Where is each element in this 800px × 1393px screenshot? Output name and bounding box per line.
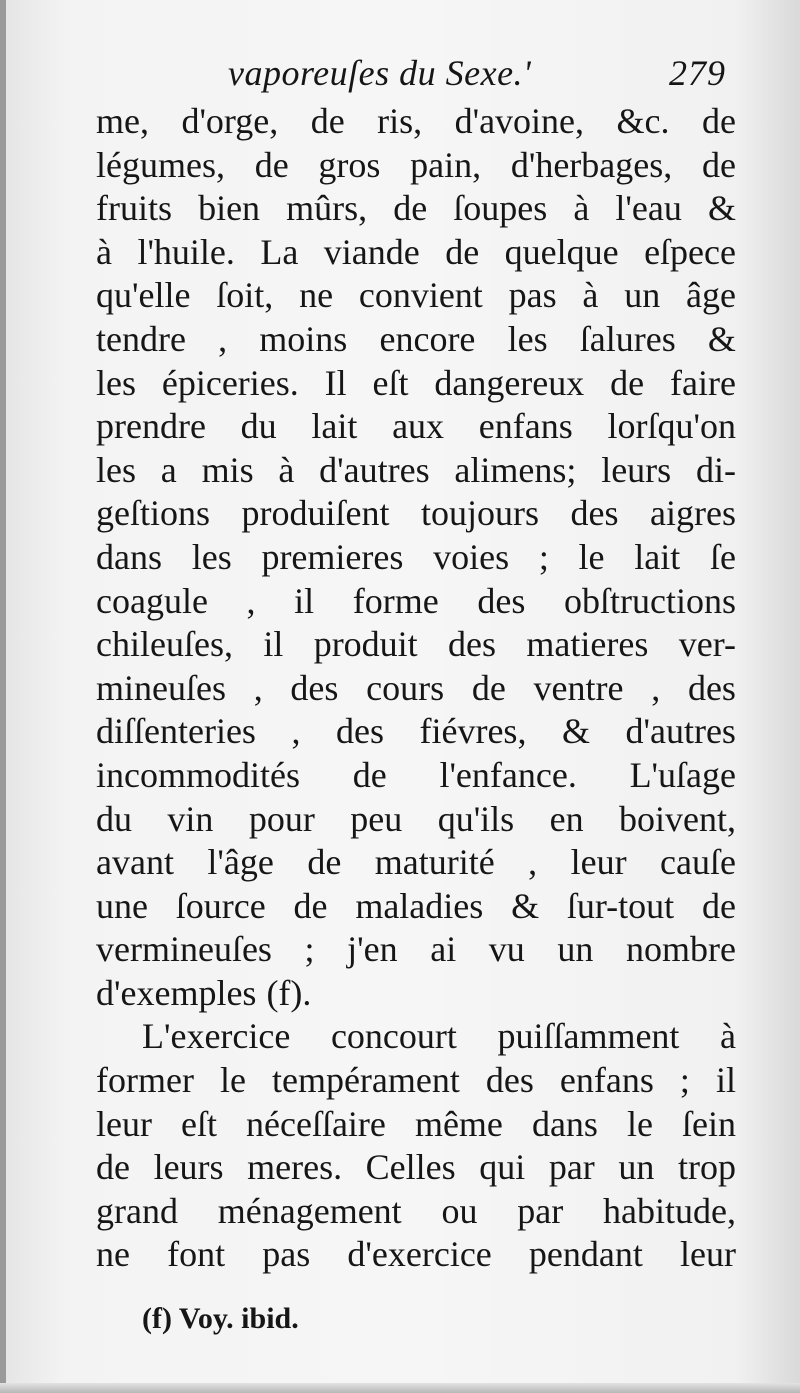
text-line: les épiceries. Il eſt dangereux de faire <box>96 362 736 403</box>
page-header <box>228 52 728 98</box>
text-line: incommodités de l'enfance. L'uſage <box>96 754 736 795</box>
page-bottom-edge <box>0 1383 800 1393</box>
text-line: fruits bien mûrs, de ſoupes à l'eau & <box>96 188 736 229</box>
text-line: légumes, de gros pain, d'herbages, de <box>96 144 736 185</box>
text-line: former le tempérament des enfans ; il <box>96 1060 736 1101</box>
text-line: ne font pas d'exercice pendant leur <box>96 1234 736 1275</box>
text-line: coagule , il forme des obſtructions <box>96 580 736 621</box>
text-line: une ſource de maladies & ſur-tout de <box>96 885 736 926</box>
text-line: tendre , moins encore les ſalures & <box>96 318 736 359</box>
page-number: 279 <box>669 53 726 93</box>
text-line: geſtions produiſent toujours des aigres <box>96 493 736 534</box>
text-line: de leurs meres. Celles qui par un trop <box>96 1147 736 1188</box>
text-line: les a mis à d'autres alimens; leurs di- <box>96 449 736 490</box>
text-line: vermineuſes ; j'en ai vu un nombre <box>96 929 736 970</box>
text-line: grand ménagement ou par habitude, <box>96 1190 736 1231</box>
text-line: L'exercice concourt puiſſamment à <box>142 1016 736 1057</box>
text-line: prendre du lait aux enfans lorſqu'on <box>96 406 736 447</box>
running-title: vaporeuſes du Sexe.' <box>228 53 532 93</box>
text-line: d'exemples (f). <box>96 972 312 1013</box>
footnote: (f) Voy. ibid. <box>142 1302 299 1335</box>
text-line: chileuſes, il produit des matieres ver- <box>96 624 736 665</box>
body-text <box>96 100 736 1277</box>
text-line: qu'elle ſoit, ne convient pas à un âge <box>96 275 736 316</box>
text-line: diſſenteries , des fiévres, & d'autres <box>96 711 736 752</box>
text-line: mineuſes , des cours de ventre , des <box>96 667 736 708</box>
text-line: du vin pour peu qu'ils en boivent, <box>96 798 736 839</box>
text-line: me, d'orge, de ris, d'avoine, &c. de <box>96 101 736 141</box>
text-line: leur eſt néceſſaire même dans le ſein <box>96 1103 736 1144</box>
page-binding-edge <box>0 0 6 1393</box>
text-line: à l'huile. La viande de quelque eſpece <box>96 231 736 272</box>
text-line: avant l'âge de maturité , leur cauſe <box>96 842 736 883</box>
text-line: dans les premieres voies ; le lait ſe <box>96 536 736 577</box>
